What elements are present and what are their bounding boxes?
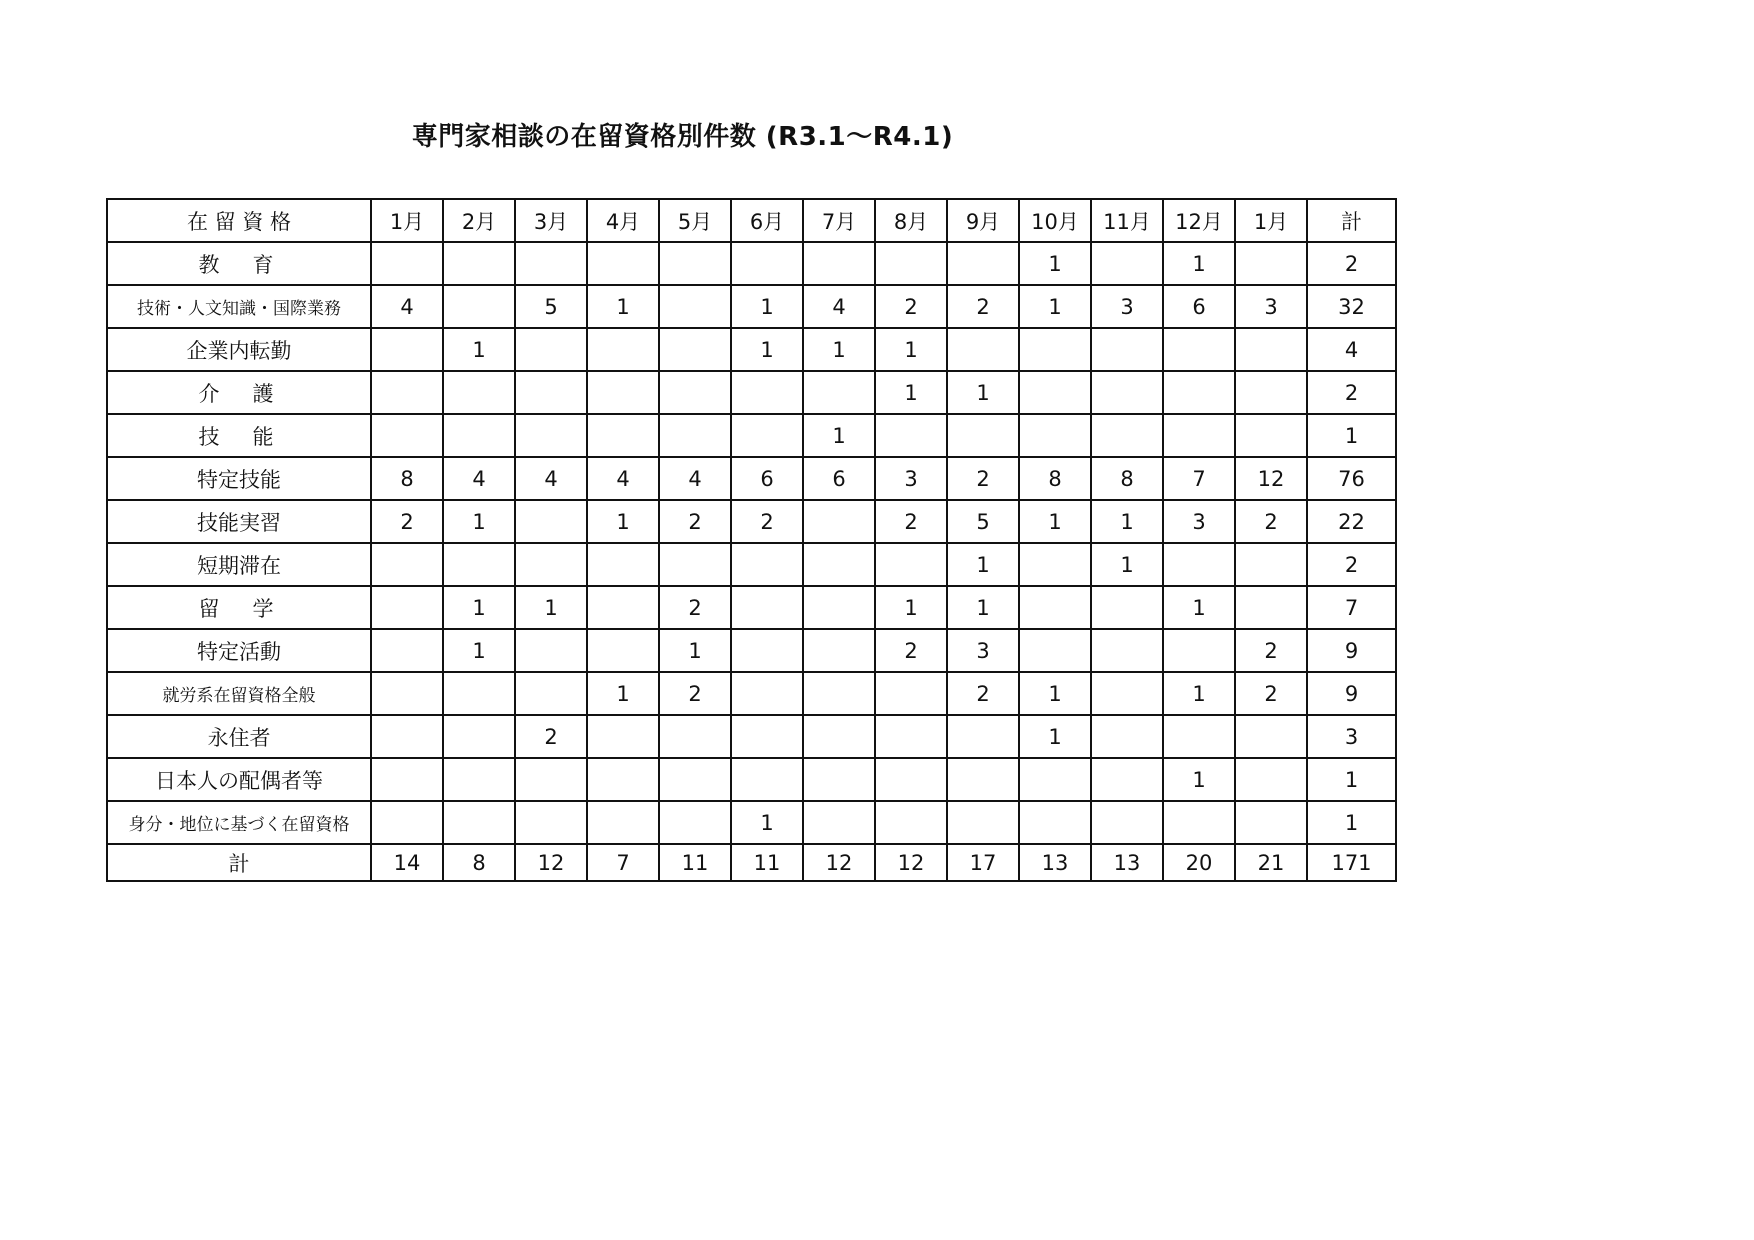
table-cell: 1 [947, 543, 1019, 586]
table-cell [1091, 371, 1163, 414]
table-cell [731, 543, 803, 586]
total-cell: 12 [875, 844, 947, 881]
table-cell: 1 [1163, 586, 1235, 629]
table-cell: 1 [1163, 242, 1235, 285]
table-cell [1163, 414, 1235, 457]
table-cell: 2 [1235, 672, 1307, 715]
header-month: 1月 [371, 199, 443, 242]
table-row [107, 414, 1396, 457]
table-cell: 1 [947, 371, 1019, 414]
table-cell: 8 [1091, 457, 1163, 500]
table-cell [371, 543, 443, 586]
table-cell [947, 414, 1019, 457]
table-cell [1091, 801, 1163, 844]
table-cell: 1 [875, 328, 947, 371]
table-cell: 1 [803, 414, 875, 457]
table-cell [515, 328, 587, 371]
table-cell [947, 328, 1019, 371]
table-body [107, 242, 1396, 844]
total-cell: 11 [659, 844, 731, 881]
row-total-cell: 7 [1307, 586, 1396, 629]
header-row [107, 199, 1396, 242]
table-cell [731, 371, 803, 414]
total-row-label: 計 [107, 844, 371, 881]
table-cell: 1 [1091, 500, 1163, 543]
row-total-cell: 4 [1307, 328, 1396, 371]
table-cell: 2 [1235, 500, 1307, 543]
header-month: 1月 [1235, 199, 1307, 242]
table-cell: 3 [1163, 500, 1235, 543]
table-cell: 1 [875, 371, 947, 414]
table-cell [515, 629, 587, 672]
table-cell [587, 328, 659, 371]
table-cell: 1 [659, 629, 731, 672]
row-total-cell: 76 [1307, 457, 1396, 500]
table-cell [659, 414, 731, 457]
row-total-cell: 32 [1307, 285, 1396, 328]
table-cell [371, 715, 443, 758]
table-cell [443, 543, 515, 586]
table-cell: 1 [1019, 715, 1091, 758]
table-cell: 12 [1235, 457, 1307, 500]
header-month: 8月 [875, 199, 947, 242]
table-cell [659, 715, 731, 758]
table-cell [947, 715, 1019, 758]
table-cell [1163, 715, 1235, 758]
table-cell [515, 543, 587, 586]
header-month: 3月 [515, 199, 587, 242]
table-cell [803, 586, 875, 629]
table-cell [875, 414, 947, 457]
table-cell [659, 758, 731, 801]
table-cell [1235, 371, 1307, 414]
table-cell: 2 [947, 457, 1019, 500]
table-cell [875, 242, 947, 285]
total-cell: 21 [1235, 844, 1307, 881]
table-cell: 3 [1091, 285, 1163, 328]
table-cell: 2 [659, 500, 731, 543]
header-month: 10月 [1019, 199, 1091, 242]
table-cell: 4 [515, 457, 587, 500]
table-cell [443, 672, 515, 715]
table-cell: 1 [587, 500, 659, 543]
table-cell [515, 242, 587, 285]
table-row [107, 285, 1396, 328]
table-cell: 1 [1019, 285, 1091, 328]
table-cell [1091, 672, 1163, 715]
total-cell: 17 [947, 844, 1019, 881]
row-total-cell: 1 [1307, 801, 1396, 844]
table-cell: 3 [947, 629, 1019, 672]
table-row [107, 801, 1396, 844]
table-cell [803, 242, 875, 285]
table-cell [1019, 801, 1091, 844]
table-cell [443, 414, 515, 457]
table-cell [515, 414, 587, 457]
table-cell: 6 [803, 457, 875, 500]
table-cell [1091, 414, 1163, 457]
table-cell [515, 758, 587, 801]
row-label: 企業内転勤 [107, 328, 371, 371]
row-total-cell: 1 [1307, 414, 1396, 457]
table-cell [731, 414, 803, 457]
table-cell [1163, 801, 1235, 844]
table-cell [1091, 629, 1163, 672]
table-cell: 2 [659, 672, 731, 715]
table-cell [1019, 586, 1091, 629]
table-cell [515, 672, 587, 715]
table-cell [803, 371, 875, 414]
table-cell [587, 715, 659, 758]
table-cell [371, 414, 443, 457]
row-total-cell: 9 [1307, 672, 1396, 715]
header-total: 計 [1307, 199, 1396, 242]
row-label: 介 護 [107, 371, 371, 414]
table-cell: 4 [371, 285, 443, 328]
row-label: 特定技能 [107, 457, 371, 500]
table-cell [875, 543, 947, 586]
table-cell [443, 715, 515, 758]
row-total-cell: 2 [1307, 242, 1396, 285]
row-total-cell: 1 [1307, 758, 1396, 801]
table-cell [371, 801, 443, 844]
table-cell [659, 328, 731, 371]
row-total-cell: 2 [1307, 543, 1396, 586]
table-cell [1163, 629, 1235, 672]
table-cell [1163, 328, 1235, 371]
table-cell [659, 801, 731, 844]
row-total-cell: 22 [1307, 500, 1396, 543]
table-cell: 2 [875, 629, 947, 672]
table-cell: 1 [443, 629, 515, 672]
header-month: 11月 [1091, 199, 1163, 242]
table-row [107, 586, 1396, 629]
grand-total-cell: 171 [1307, 844, 1396, 881]
table-row [107, 328, 1396, 371]
table-cell [803, 758, 875, 801]
table-cell: 2 [659, 586, 731, 629]
table-cell: 1 [443, 586, 515, 629]
table-cell [443, 801, 515, 844]
table-cell: 2 [947, 672, 1019, 715]
table-cell [875, 715, 947, 758]
table-cell [803, 500, 875, 543]
table-cell: 4 [443, 457, 515, 500]
table-cell [371, 629, 443, 672]
table-cell [1163, 371, 1235, 414]
table-cell: 1 [443, 500, 515, 543]
table-cell: 1 [731, 285, 803, 328]
table-cell: 5 [515, 285, 587, 328]
row-label: 教 育 [107, 242, 371, 285]
total-cell: 13 [1091, 844, 1163, 881]
table-cell: 4 [659, 457, 731, 500]
total-cell: 11 [731, 844, 803, 881]
table-cell [587, 371, 659, 414]
table-cell [803, 672, 875, 715]
table-cell [947, 758, 1019, 801]
header-month: 4月 [587, 199, 659, 242]
table-cell [587, 543, 659, 586]
table-cell [371, 758, 443, 801]
total-cell: 20 [1163, 844, 1235, 881]
total-cell: 12 [515, 844, 587, 881]
total-cell: 8 [443, 844, 515, 881]
table-cell [947, 801, 1019, 844]
table-cell [731, 715, 803, 758]
table-cell: 2 [947, 285, 1019, 328]
table-cell [947, 242, 1019, 285]
table-cell [443, 285, 515, 328]
row-label: 技術・人文知識・国際業務 [107, 285, 371, 328]
table-cell: 2 [875, 285, 947, 328]
table-row [107, 457, 1396, 500]
table-cell: 1 [803, 328, 875, 371]
table-cell: 1 [1019, 242, 1091, 285]
table-cell [587, 801, 659, 844]
table-cell: 2 [731, 500, 803, 543]
table-cell: 2 [1235, 629, 1307, 672]
table-cell [371, 371, 443, 414]
table-cell [1019, 414, 1091, 457]
table-cell [443, 371, 515, 414]
header-month: 6月 [731, 199, 803, 242]
table-cell: 6 [731, 457, 803, 500]
table-row [107, 758, 1396, 801]
table-cell [731, 242, 803, 285]
table-cell: 2 [371, 500, 443, 543]
table-cell: 3 [875, 457, 947, 500]
table-cell [1019, 543, 1091, 586]
row-label: 特定活動 [107, 629, 371, 672]
table-cell [515, 371, 587, 414]
table-cell [1019, 758, 1091, 801]
table-cell [587, 242, 659, 285]
table-cell: 4 [803, 285, 875, 328]
table-cell [515, 500, 587, 543]
table-cell [371, 672, 443, 715]
table-cell: 1 [1163, 758, 1235, 801]
row-total-cell: 2 [1307, 371, 1396, 414]
table-cell [875, 758, 947, 801]
table-cell: 2 [515, 715, 587, 758]
table-cell [659, 543, 731, 586]
table-cell [659, 285, 731, 328]
row-label: 永住者 [107, 715, 371, 758]
row-label: 留 学 [107, 586, 371, 629]
table-cell [803, 543, 875, 586]
table-cell [587, 586, 659, 629]
table-cell [1019, 371, 1091, 414]
table-cell: 1 [1019, 500, 1091, 543]
table-cell [731, 758, 803, 801]
header-month: 5月 [659, 199, 731, 242]
table-cell: 4 [587, 457, 659, 500]
table-cell [1019, 629, 1091, 672]
table-cell [443, 758, 515, 801]
table-cell: 1 [731, 801, 803, 844]
table-row [107, 242, 1396, 285]
table-cell [875, 672, 947, 715]
table-cell: 1 [947, 586, 1019, 629]
table-cell: 1 [731, 328, 803, 371]
table-cell: 1 [1019, 672, 1091, 715]
table-cell [731, 672, 803, 715]
table-cell [1235, 758, 1307, 801]
table-cell [1235, 328, 1307, 371]
table-cell: 5 [947, 500, 1019, 543]
total-cell: 12 [803, 844, 875, 881]
table-cell [587, 758, 659, 801]
table-cell [443, 242, 515, 285]
table-cell [803, 715, 875, 758]
table-cell [1235, 586, 1307, 629]
table-cell: 1 [1091, 543, 1163, 586]
table-cell [371, 586, 443, 629]
table-cell: 8 [1019, 457, 1091, 500]
row-label: 日本人の配偶者等 [107, 758, 371, 801]
total-cell: 7 [587, 844, 659, 881]
status-table [106, 198, 1397, 882]
table-row [107, 629, 1396, 672]
table-row [107, 672, 1396, 715]
table-cell [1235, 414, 1307, 457]
total-row [107, 844, 1396, 881]
header-status-label: 在 留 資 格 [107, 199, 371, 242]
table-row [107, 715, 1396, 758]
table-cell: 8 [371, 457, 443, 500]
table-cell [1091, 328, 1163, 371]
table-cell [875, 801, 947, 844]
table-cell: 2 [875, 500, 947, 543]
table-cell [803, 801, 875, 844]
table-cell [515, 801, 587, 844]
table-cell [731, 629, 803, 672]
header-month: 2月 [443, 199, 515, 242]
table-cell [371, 328, 443, 371]
table-cell [1163, 543, 1235, 586]
table-cell: 1 [1163, 672, 1235, 715]
table-cell [1019, 328, 1091, 371]
table-cell [587, 414, 659, 457]
table-cell [1091, 715, 1163, 758]
row-label: 就労系在留資格全般 [107, 672, 371, 715]
header-month: 12月 [1163, 199, 1235, 242]
table-row [107, 500, 1396, 543]
row-total-cell: 9 [1307, 629, 1396, 672]
table-cell [1235, 715, 1307, 758]
table-cell [1235, 242, 1307, 285]
table-cell: 3 [1235, 285, 1307, 328]
page-title: 専門家相談の在留資格別件数 (R3.1～R4.1) [411, 122, 954, 152]
table-cell [371, 242, 443, 285]
header-month: 7月 [803, 199, 875, 242]
row-label: 短期滞在 [107, 543, 371, 586]
table-cell [803, 629, 875, 672]
table-cell [731, 586, 803, 629]
table-cell [659, 242, 731, 285]
table-cell: 6 [1163, 285, 1235, 328]
table-cell [659, 371, 731, 414]
table-cell [1235, 543, 1307, 586]
table-cell: 1 [587, 672, 659, 715]
row-label: 技能実習 [107, 500, 371, 543]
table-row [107, 543, 1396, 586]
table-cell [1235, 801, 1307, 844]
table-cell: 1 [875, 586, 947, 629]
table-row [107, 371, 1396, 414]
table-cell: 7 [1163, 457, 1235, 500]
table-cell: 1 [443, 328, 515, 371]
table-cell: 1 [515, 586, 587, 629]
total-cell: 13 [1019, 844, 1091, 881]
row-label: 技 能 [107, 414, 371, 457]
header-month: 9月 [947, 199, 1019, 242]
row-label: 身分・地位に基づく在留資格 [107, 801, 371, 844]
total-cell: 14 [371, 844, 443, 881]
table-cell [587, 629, 659, 672]
row-total-cell: 3 [1307, 715, 1396, 758]
table-cell [1091, 586, 1163, 629]
table-cell [1091, 758, 1163, 801]
table-cell: 1 [587, 285, 659, 328]
table-cell [1091, 242, 1163, 285]
